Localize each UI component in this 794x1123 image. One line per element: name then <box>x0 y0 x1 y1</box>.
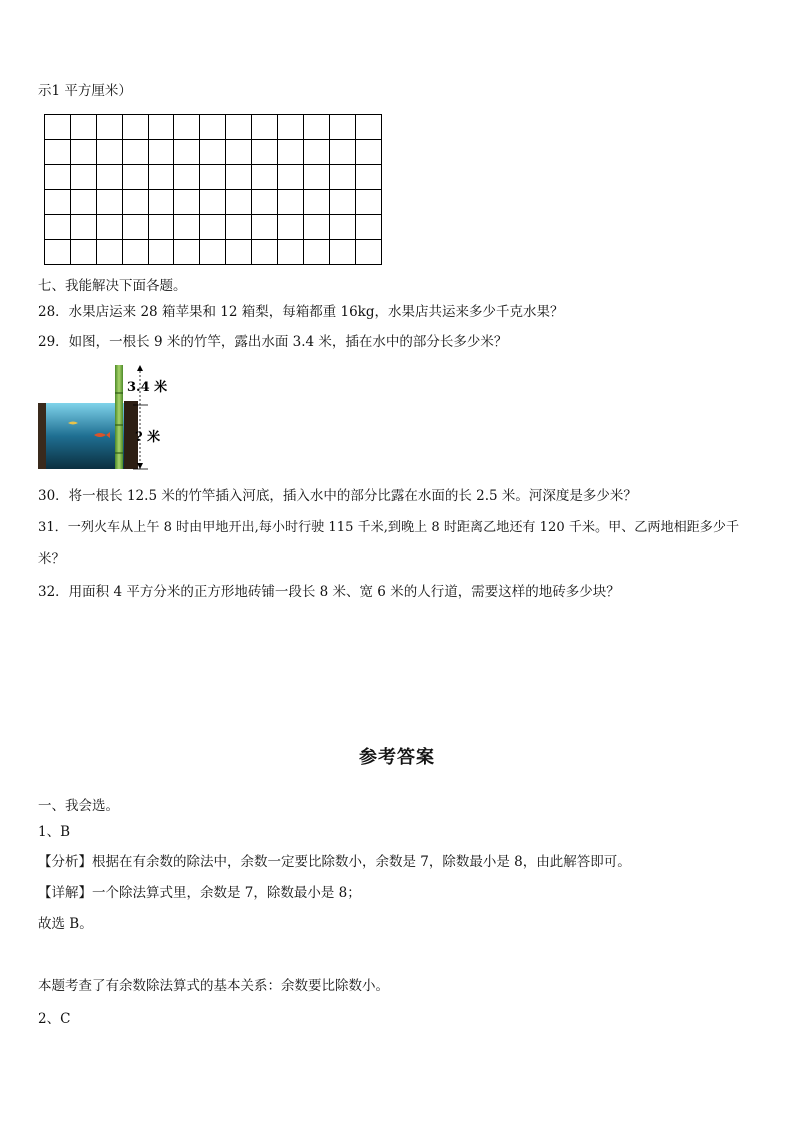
grid-cell <box>96 240 122 265</box>
bamboo-water-figure <box>38 363 178 473</box>
grid-cell <box>70 115 96 140</box>
grid-cell <box>252 215 278 240</box>
grid-cell <box>329 140 355 165</box>
grid-row <box>45 190 382 215</box>
grid-cell <box>96 115 122 140</box>
label-above-water: 3.4 米 <box>127 380 168 395</box>
grid-cell <box>278 240 304 265</box>
grid-cell <box>200 115 226 140</box>
grid-cell <box>252 140 278 165</box>
grid-cell <box>96 165 122 190</box>
grid-cell <box>355 240 381 265</box>
square-grid <box>44 114 382 265</box>
grid-row <box>45 165 382 190</box>
grid-cell <box>148 165 174 190</box>
grid-cell <box>278 165 304 190</box>
grid-cell <box>122 215 148 240</box>
grid-cell <box>278 140 304 165</box>
grid-cell <box>303 140 329 165</box>
grid-cell <box>303 190 329 215</box>
grid-cell <box>355 115 381 140</box>
grid-cell <box>226 190 252 215</box>
grid-cell <box>174 115 200 140</box>
grid-cell <box>355 165 381 190</box>
question-30: 30．将一根长 12.5 米的竹竿插入河底，插入水中的部分比露在水面的长 2.5 米。河深度是多少米？ <box>38 488 637 504</box>
intro-line: 示1 平方厘米） <box>38 83 132 99</box>
grid-cell <box>200 190 226 215</box>
question-28: 28．水果店运来 28 箱苹果和 12 箱梨，每箱都重 16kg，水果店共运来多少千克水果？ <box>38 304 564 320</box>
grid-cell <box>96 190 122 215</box>
grid-cell <box>329 240 355 265</box>
grid-cell <box>174 140 200 165</box>
grid-cell <box>278 115 304 140</box>
grid-cell <box>303 165 329 190</box>
grid-cell <box>45 165 71 190</box>
grid-cell <box>252 115 278 140</box>
grid-cell <box>200 240 226 265</box>
grid-cell <box>45 240 71 265</box>
grid-cell <box>70 190 96 215</box>
grid-cell <box>148 190 174 215</box>
question-31-line2: 米？ <box>38 551 65 567</box>
answer-1: 1、B <box>38 824 71 840</box>
grid-cell <box>355 140 381 165</box>
section7-heading: 七、我能解决下面各题。 <box>38 278 187 294</box>
answer-2: 2、C <box>38 1011 71 1027</box>
grid-cell <box>329 190 355 215</box>
grid-cell <box>200 140 226 165</box>
grid-cell <box>303 240 329 265</box>
grid-cell <box>148 115 174 140</box>
grid-cell <box>226 165 252 190</box>
grid-cell <box>45 140 71 165</box>
question-31-line1: 31．一列火车从上午 8 时由甲地开出,每小时行驶 115 千米,到晚上 8 时距离乙地还有 120 千米。甲、乙两地相距多少千 <box>38 520 740 535</box>
grid-cell <box>200 165 226 190</box>
analysis-1: 【分析】根据在有余数的除法中，余数一定要比除数小，余数是 7，除数最小是 8，由此解答即可。 <box>38 854 631 870</box>
grid-cell <box>45 190 71 215</box>
grid-cell <box>329 215 355 240</box>
grid-cell <box>226 215 252 240</box>
grid-cell <box>45 115 71 140</box>
grid-cell <box>174 215 200 240</box>
answers-section-1: 一、我会选。 <box>38 798 119 814</box>
grid-cell <box>96 215 122 240</box>
grid-cell <box>122 115 148 140</box>
grid-cell <box>122 240 148 265</box>
grid-cell <box>148 140 174 165</box>
grid-cell <box>355 215 381 240</box>
grid-row <box>45 140 382 165</box>
grid-cell <box>200 215 226 240</box>
question-32: 32．用面积 4 平方分米的正方形地砖铺一段长 8 米、宽 6 米的人行道，需要这样的地砖多少块？ <box>38 584 620 600</box>
grid-cell <box>70 240 96 265</box>
grid-cell <box>252 240 278 265</box>
label-below-water: ? 米 <box>135 430 161 445</box>
grid-cell <box>148 215 174 240</box>
grid-cell <box>122 140 148 165</box>
detail-1: 【详解】一个除法算式里，余数是 7，除数最小是 8； <box>38 885 361 901</box>
summary-1: 本题考查了有余数除法算式的基本关系：余数要比除数小。 <box>38 978 389 994</box>
grid-cell <box>329 115 355 140</box>
grid-cell <box>226 140 252 165</box>
grid-cell <box>252 190 278 215</box>
grid-cell <box>303 115 329 140</box>
grid-cell <box>174 190 200 215</box>
grid-cell <box>329 165 355 190</box>
choice-1: 故选 B。 <box>38 916 93 932</box>
grid-cell <box>70 165 96 190</box>
grid-cell <box>174 165 200 190</box>
grid-cell <box>252 165 278 190</box>
grid-cell <box>355 190 381 215</box>
grid-cell <box>148 240 174 265</box>
grid-cell <box>174 240 200 265</box>
grid-cell <box>122 190 148 215</box>
grid-cell <box>70 140 96 165</box>
grid-cell <box>303 215 329 240</box>
grid-row <box>45 115 382 140</box>
grid-row <box>45 215 382 240</box>
grid-cell <box>278 190 304 215</box>
grid-row <box>45 240 382 265</box>
grid-cell <box>45 215 71 240</box>
grid-cell <box>122 165 148 190</box>
grid-cell <box>96 140 122 165</box>
answers-title: 参考答案 <box>359 747 435 768</box>
grid-cell <box>226 115 252 140</box>
grid-cell <box>70 215 96 240</box>
grid-cell <box>226 240 252 265</box>
grid-cell <box>278 215 304 240</box>
question-29: 29．如图，一根长 9 米的竹竿，露出水面 3.4 米，插在水中的部分长多少米？ <box>38 334 508 350</box>
